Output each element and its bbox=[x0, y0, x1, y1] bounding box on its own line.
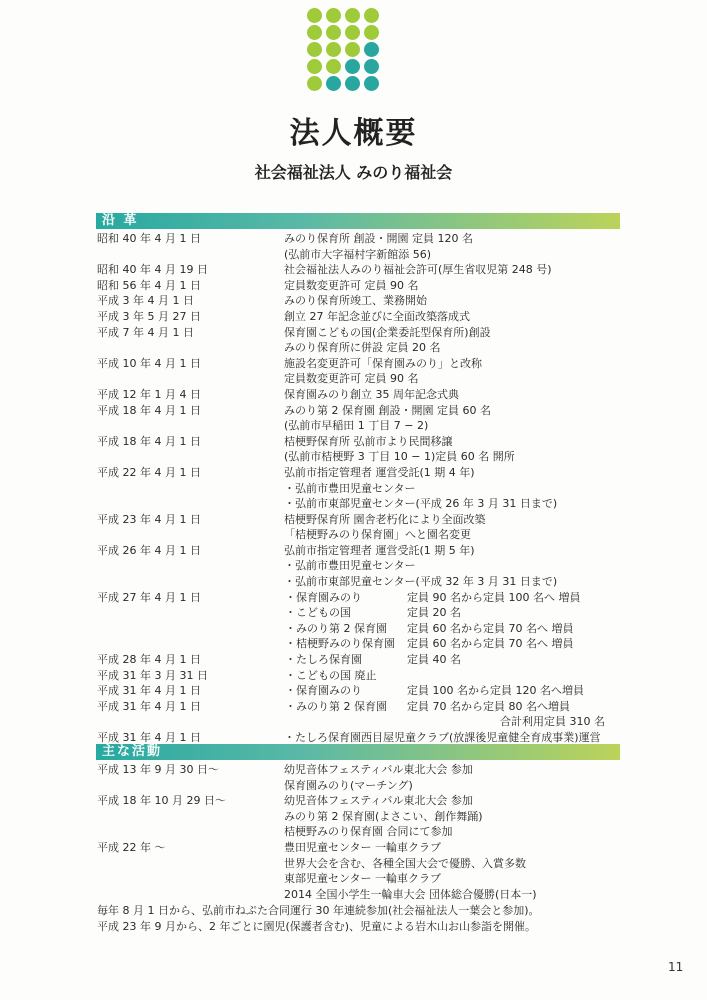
logo-dot bbox=[345, 25, 360, 40]
history-description: 桔梗野保育所 弘前市より民間移譲 bbox=[284, 434, 453, 448]
history-row bbox=[97, 574, 627, 590]
logo-dot bbox=[307, 76, 322, 91]
history-date: 昭和 40 年 4 月 1 日 bbox=[97, 232, 201, 245]
history-description: 社会福祉法人みのり福祉会許可(厚生省収児第 248 号) bbox=[284, 263, 552, 277]
activity-row bbox=[97, 793, 627, 809]
history-date: 平成 3 年 4 月 1 日 bbox=[97, 294, 194, 308]
history-row bbox=[97, 668, 627, 684]
logo-dot bbox=[326, 42, 341, 57]
footnote: 平成 23 年 9 月から、2 年ごとに園児(保護者含む)、児童による岩木山お山参詣を開催。 bbox=[97, 920, 537, 933]
history-row bbox=[97, 247, 627, 263]
activities-section-label: 主な活動 bbox=[102, 744, 163, 759]
history-row bbox=[97, 403, 627, 419]
activity-row bbox=[97, 887, 627, 903]
history-date: 平成 28 年 4 月 1 日 bbox=[97, 653, 201, 667]
logo-dot bbox=[364, 42, 379, 57]
logo-dot bbox=[345, 76, 360, 91]
facility-name: ・桔梗野みのり保育園 bbox=[285, 637, 395, 651]
history-section-label: 沿 革 bbox=[102, 213, 139, 228]
history-row bbox=[97, 496, 627, 512]
logo-dot bbox=[326, 25, 341, 40]
capacity-detail: 定員 60 名から定員 70 名へ 増員 bbox=[407, 621, 574, 635]
history-row bbox=[97, 434, 627, 450]
history-row bbox=[97, 652, 627, 668]
history-row bbox=[97, 481, 627, 497]
page-title: 法人概要 bbox=[289, 116, 418, 151]
history-description: ・弘前市東部児童センター(平成 26 年 3 月 31 日まで) bbox=[284, 497, 558, 511]
activities-list bbox=[97, 762, 627, 902]
history-description: みのり保育所 創設・開園 定員 120 名 bbox=[284, 232, 473, 245]
history-row bbox=[97, 558, 627, 574]
logo-dot bbox=[307, 25, 322, 40]
history-section-header bbox=[96, 213, 620, 229]
history-date: 平成 23 年 4 月 1 日 bbox=[97, 512, 201, 526]
activity-description: 桔梗野みのり保育園 合同にて参加 bbox=[284, 825, 453, 839]
history-row bbox=[97, 325, 627, 341]
capacity-detail: 定員 20 名 bbox=[407, 606, 461, 620]
logo-dot bbox=[345, 8, 360, 23]
history-description: ・たしろ保育園西目屋児童クラブ(放課後児童健全育成事業)運営 bbox=[284, 731, 601, 744]
activity-date: 平成 18 年 10 月 29 日〜 bbox=[97, 794, 226, 808]
history-row bbox=[97, 387, 627, 403]
logo-dot bbox=[326, 76, 341, 91]
history-row bbox=[97, 465, 627, 481]
history-description: 定員数変更許可 定員 90 名 bbox=[284, 372, 419, 386]
history-description: 創立 27 年記念並びに全面改築落成式 bbox=[284, 309, 470, 323]
history-description: (弘前市桔梗野 3 丁目 10 − 1)定員 60 名 開所 bbox=[284, 450, 515, 464]
history-date: 平成 12 年 1 月 4 日 bbox=[97, 387, 201, 401]
facility-name: ・こどもの国 bbox=[285, 606, 351, 620]
history-description: 定員数変更許可 定員 90 名 bbox=[284, 278, 419, 292]
capacity-detail: 定員 60 名から定員 70 名へ 増員 bbox=[407, 637, 574, 651]
history-description: 「桔梗野みのり保育園」へと園名変更 bbox=[284, 528, 471, 542]
history-date: 昭和 40 年 4 月 19 日 bbox=[97, 263, 208, 277]
activity-row bbox=[97, 762, 627, 778]
capacity-detail: 合計利用定員 310 名 bbox=[500, 715, 605, 729]
history-row bbox=[97, 278, 627, 294]
history-row bbox=[97, 621, 627, 637]
history-row bbox=[97, 340, 627, 356]
activity-row bbox=[97, 840, 627, 856]
history-description: みのり第 2 保育園 創設・開園 定員 60 名 bbox=[284, 403, 491, 417]
history-row bbox=[97, 590, 627, 606]
history-row bbox=[97, 293, 627, 309]
history-date: 平成 31 年 4 月 1 日 bbox=[97, 684, 201, 698]
footnote: 毎年 8 月 1 日から、弘前市ねぷた合同運行 30 年連続参加(社会福祉法人一葉会と参加)。 bbox=[97, 904, 540, 917]
facility-name: ・こどもの国 廃止 bbox=[285, 668, 377, 682]
activity-row bbox=[97, 856, 627, 872]
capacity-detail: 定員 90 名から定員 100 名へ 増員 bbox=[407, 590, 581, 604]
history-date: 平成 31 年 4 月 1 日 bbox=[97, 699, 201, 713]
activities-section-header bbox=[96, 744, 620, 760]
history-description: (弘前市早稲田 1 丁目 7 − 2) bbox=[284, 419, 429, 433]
history-row bbox=[97, 527, 627, 543]
activity-date: 平成 13 年 9 月 30 日〜 bbox=[97, 763, 219, 776]
history-date: 平成 3 年 5 月 27 日 bbox=[97, 309, 201, 323]
activity-description: 世界大会を含む、各種全国大会で優勝、入賞多数 bbox=[284, 856, 526, 870]
logo-dot bbox=[307, 59, 322, 74]
logo-dot bbox=[345, 42, 360, 57]
history-row bbox=[97, 309, 627, 325]
facility-name: ・みのり第 2 保育園 bbox=[285, 699, 387, 713]
capacity-detail: 定員 40 名 bbox=[407, 653, 461, 667]
history-list bbox=[97, 231, 627, 746]
activity-row bbox=[97, 871, 627, 887]
history-description: ・弘前市豊田児童センター bbox=[284, 481, 416, 495]
history-row bbox=[97, 543, 627, 559]
history-row bbox=[97, 714, 627, 730]
history-row bbox=[97, 418, 627, 434]
facility-name: ・たしろ保育園 bbox=[285, 653, 362, 667]
history-date: 平成 27 年 4 月 1 日 bbox=[97, 590, 201, 604]
history-description: 施設名変更許可「保育園みのり」と改称 bbox=[284, 356, 482, 370]
history-row bbox=[97, 262, 627, 278]
history-row bbox=[97, 683, 627, 699]
activity-description: 豊田児童センター 一輪車クラブ bbox=[284, 840, 442, 854]
page-number: 11 bbox=[668, 960, 684, 974]
history-description: ・弘前市豊田児童センター bbox=[284, 559, 416, 573]
history-row bbox=[97, 512, 627, 528]
logo-dot bbox=[364, 76, 379, 91]
facility-name: ・みのり第 2 保育園 bbox=[285, 621, 387, 635]
activity-description: 東部児童センター 一輪車クラブ bbox=[284, 872, 442, 886]
history-row bbox=[97, 371, 627, 387]
history-date: 平成 31 年 3 月 31 日 bbox=[97, 668, 208, 682]
history-date: 平成 18 年 4 月 1 日 bbox=[97, 434, 201, 448]
history-description: みのり保育所に併設 定員 20 名 bbox=[284, 341, 441, 355]
logo-dot bbox=[326, 59, 341, 74]
logo-dot bbox=[364, 59, 379, 74]
capacity-detail: 定員 100 名から定員 120 名へ増員 bbox=[407, 684, 584, 698]
activity-description: 保育園みのり(マーチング) bbox=[284, 778, 413, 792]
history-description: 弘前市指定管理者 運営受託(1 期 4 年) bbox=[284, 465, 475, 479]
history-description: ・弘前市東部児童センター(平成 32 年 3 月 31 日まで) bbox=[284, 575, 558, 589]
logo-dot bbox=[364, 8, 379, 23]
logo-dot bbox=[364, 25, 379, 40]
activity-row bbox=[97, 809, 627, 825]
history-description: 桔梗野保育所 園舎老朽化により全面改築 bbox=[284, 512, 486, 526]
history-description: 保育園みのり創立 35 周年記念式典 bbox=[284, 387, 459, 401]
logo-dot bbox=[307, 8, 322, 23]
history-row bbox=[97, 356, 627, 372]
history-date: 平成 10 年 4 月 1 日 bbox=[97, 356, 201, 370]
history-date: 平成 7 年 4 月 1 日 bbox=[97, 325, 194, 339]
history-date: 平成 18 年 4 月 1 日 bbox=[97, 403, 201, 417]
history-description: みのり保育所竣工、業務開始 bbox=[284, 294, 427, 308]
logo-dot bbox=[307, 42, 322, 57]
logo-dot bbox=[326, 8, 341, 23]
facility-name: ・保育園みのり bbox=[285, 684, 362, 698]
activity-description: 幼児音体フェスティバル東北大会 参加 bbox=[284, 794, 473, 808]
history-row bbox=[97, 231, 627, 247]
logo-dot-grid bbox=[307, 8, 399, 93]
activity-row bbox=[97, 778, 627, 794]
history-description: 保育園こどもの国(企業委託型保育所)創設 bbox=[284, 325, 491, 339]
activity-date: 平成 22 年 〜 bbox=[97, 840, 166, 854]
history-row bbox=[97, 699, 627, 715]
history-row bbox=[97, 605, 627, 621]
history-description: (弘前市大字福村字新館添 56) bbox=[284, 247, 432, 261]
activity-description: みのり第 2 保育園(よさこい、創作舞踊) bbox=[284, 809, 483, 823]
history-date: 平成 22 年 4 月 1 日 bbox=[97, 465, 201, 479]
capacity-detail: 定員 70 名から定員 80 名へ増員 bbox=[407, 699, 570, 713]
organization-name: 社会福祉法人 みのり福祉会 bbox=[254, 163, 453, 182]
activity-row bbox=[97, 824, 627, 840]
history-row bbox=[97, 449, 627, 465]
activity-description: 2014 全国小学生一輪車大会 団体総合優勝(日本一) bbox=[284, 887, 537, 901]
history-date: 平成 26 年 4 月 1 日 bbox=[97, 543, 201, 557]
history-date: 平成 31 年 4 月 1 日 bbox=[97, 731, 201, 744]
history-date: 昭和 56 年 4 月 1 日 bbox=[97, 278, 201, 292]
history-row bbox=[97, 636, 627, 652]
activity-description: 幼児音体フェスティバル東北大会 参加 bbox=[284, 763, 473, 776]
logo-dot bbox=[345, 59, 360, 74]
facility-name: ・保育園みのり bbox=[285, 590, 362, 604]
history-description: 弘前市指定管理者 運営受託(1 期 5 年) bbox=[284, 543, 475, 557]
